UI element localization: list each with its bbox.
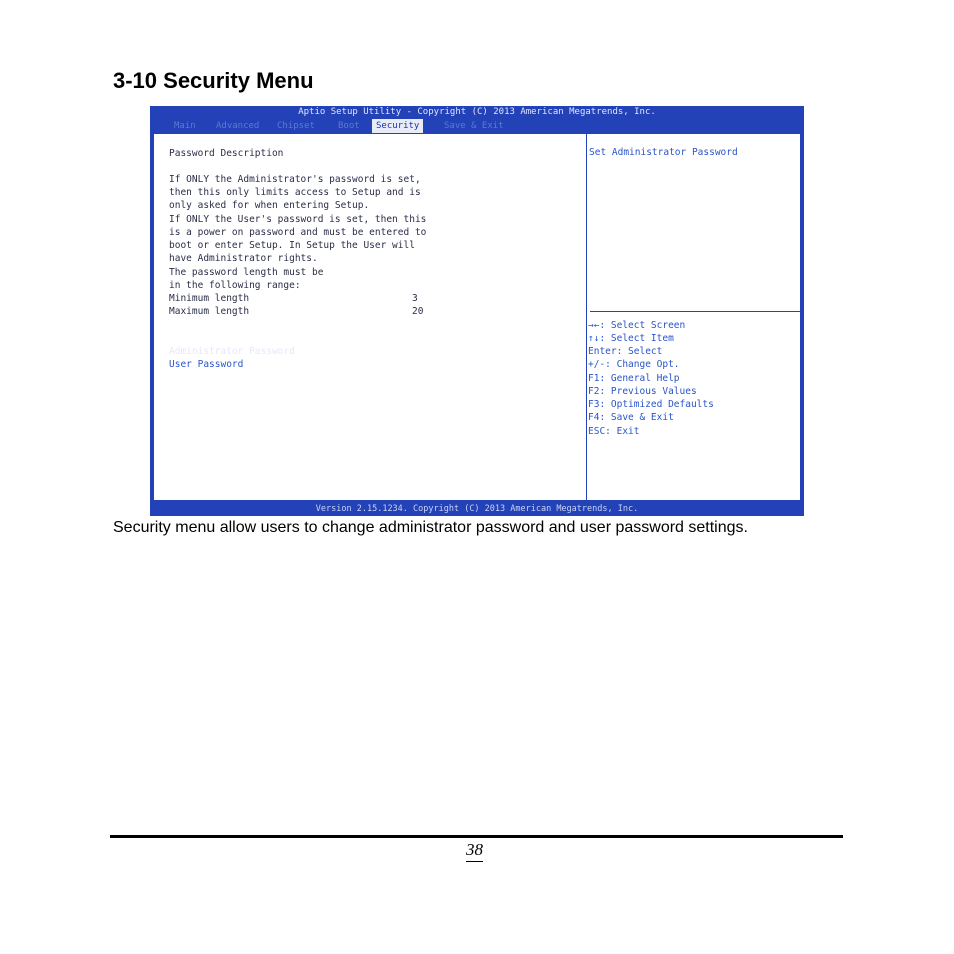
description-line: If ONLY the User's password is set, then this — [169, 214, 427, 225]
max-length-value: 20 — [412, 306, 424, 317]
footer-rule — [110, 835, 843, 838]
tab-boot[interactable]: Boot — [338, 121, 360, 131]
description-line: then this only limits access to Setup and is — [169, 187, 421, 198]
key-hint-select-screen: →←: Select Screen — [588, 320, 686, 331]
tab-chipset[interactable]: Chipset — [277, 121, 315, 131]
bios-screenshot — [150, 106, 804, 516]
bios-title: Aptio Setup Utility - Copyright (C) 2013 American Megatrends, Inc. — [298, 107, 656, 117]
administrator-password-item[interactable]: Administrator Password — [169, 346, 295, 357]
key-hint-f4: F4: Save & Exit — [588, 412, 674, 423]
description-line: have Administrator rights. — [169, 253, 318, 264]
description-line: in the following range: — [169, 280, 301, 291]
description-title: Password Description — [169, 148, 284, 159]
tab-advanced[interactable]: Advanced — [216, 121, 260, 131]
panel-divider — [586, 134, 587, 500]
tab-save-exit[interactable]: Save & Exit — [444, 121, 504, 131]
help-divider — [590, 311, 800, 312]
key-hint-f1: F1: General Help — [588, 373, 680, 384]
caption-text: Security menu allow users to change administrator password and user password settings. — [113, 519, 748, 536]
description-line: The password length must be — [169, 267, 324, 278]
tab-main[interactable]: Main — [174, 121, 196, 131]
bios-version-footer: Version 2.15.1234. Copyright (C) 2013 American Megatrends, Inc. — [315, 504, 639, 514]
min-length-label: Minimum length — [169, 293, 250, 304]
description-line: is a power on password and must be entered to — [169, 227, 427, 238]
description-line: boot or enter Setup. In Setup the User will — [169, 240, 415, 251]
help-text: Set Administrator Password — [589, 147, 738, 158]
key-hint-change-opt: +/-: Change Opt. — [588, 359, 680, 370]
key-hint-f2: F2: Previous Values — [588, 386, 697, 397]
section-heading: 3-10 Security Menu — [113, 68, 314, 93]
user-password-item[interactable]: User Password — [169, 359, 244, 370]
description-line: only asked for when entering Setup. — [169, 200, 370, 211]
page-number: 38 — [466, 840, 483, 862]
key-hint-select-item: ↑↓: Select Item — [588, 333, 674, 344]
bios-tab-bar — [150, 119, 804, 133]
min-length-value: 3 — [412, 293, 418, 304]
key-hint-f3: F3: Optimized Defaults — [588, 399, 714, 410]
tab-security[interactable]: Security — [372, 119, 423, 133]
key-hint-enter: Enter: Select — [588, 346, 663, 357]
key-hint-esc: ESC: Exit — [588, 426, 640, 437]
max-length-label: Maximum length — [169, 306, 250, 317]
description-line: If ONLY the Administrator's password is set, — [169, 174, 421, 185]
bios-content-panel — [153, 133, 801, 501]
